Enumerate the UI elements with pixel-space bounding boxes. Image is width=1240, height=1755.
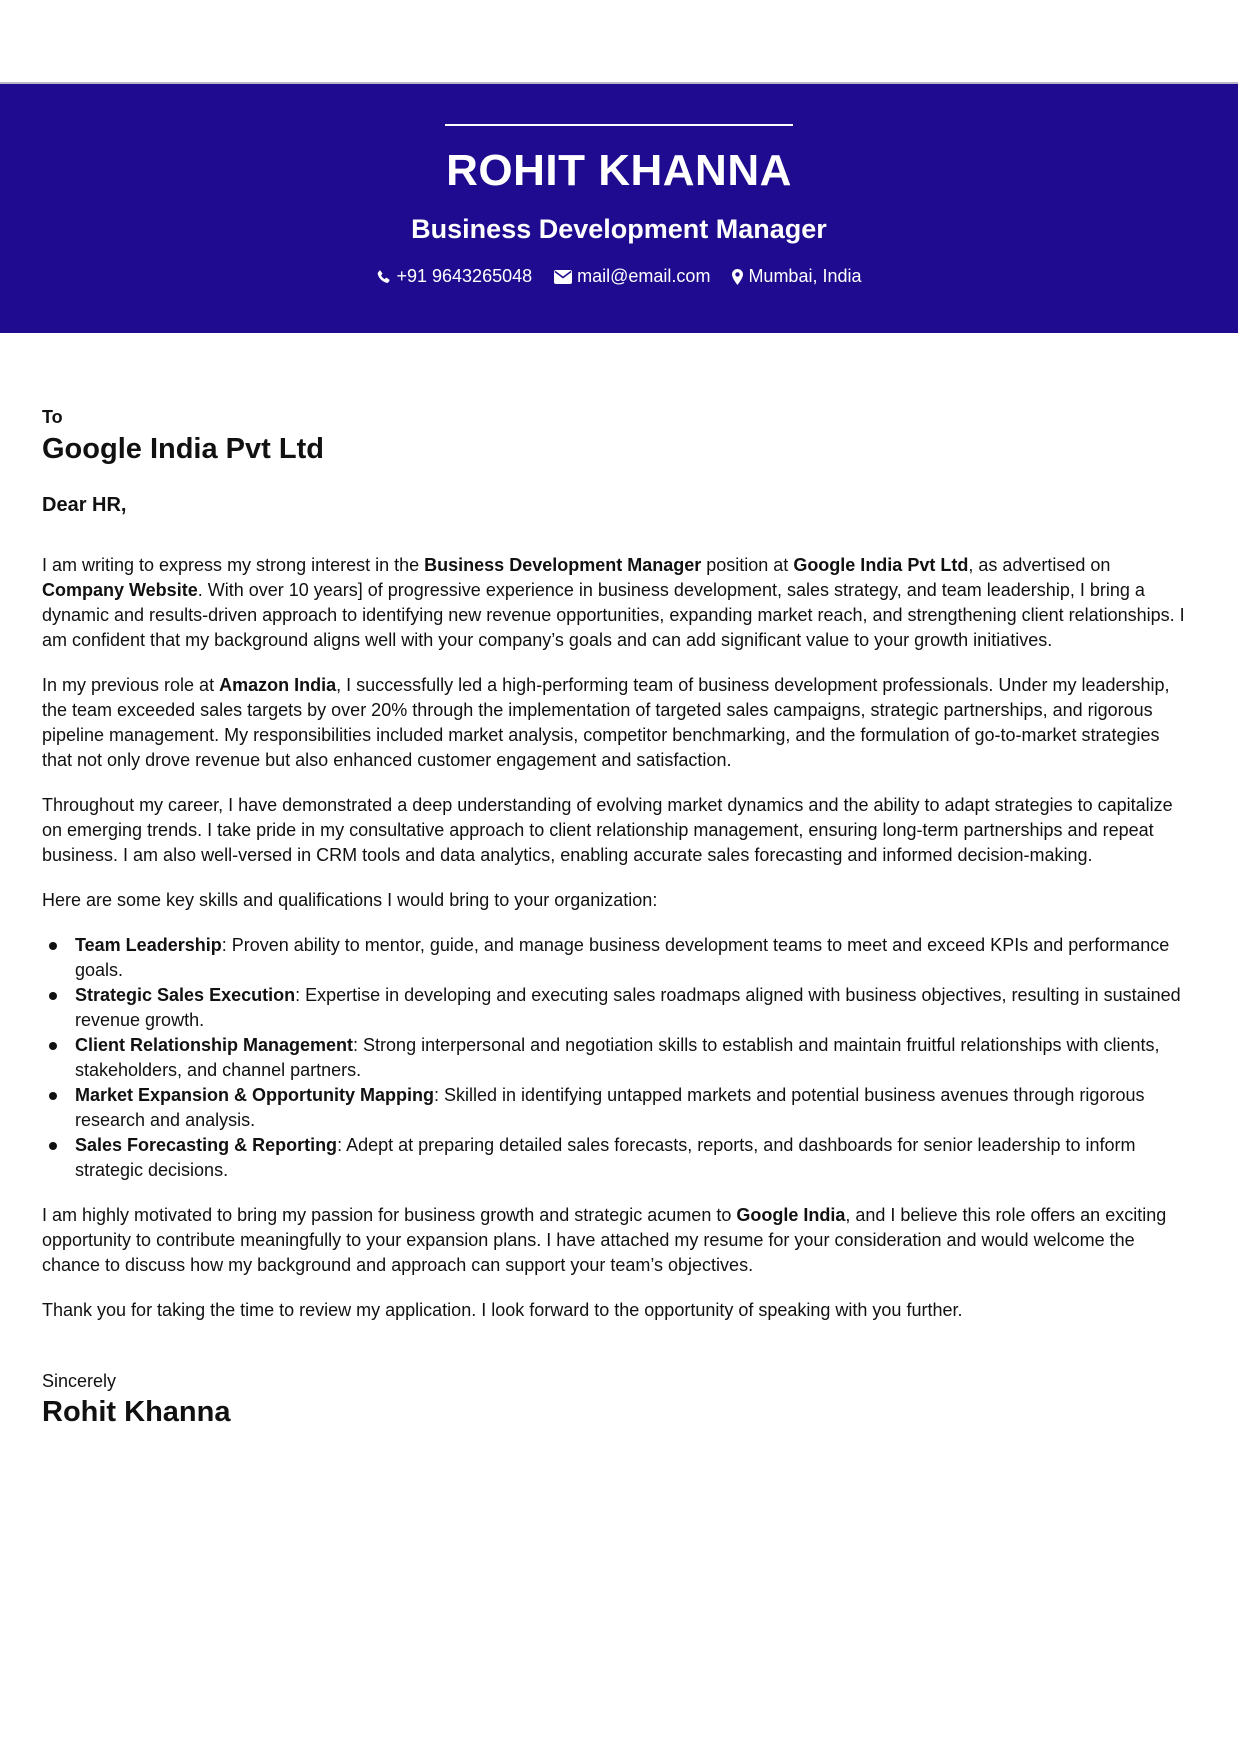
bold-run: Google India Pvt Ltd <box>793 555 969 575</box>
text-run: , I successfully led a high-performing team of business development professionals. Under my leadership, the team exceeded sales targets by over 20% through the implementation of targeted sales campaigns, strategic partnerships, and rigorous pipeline management. My responsibilities included market analysis, competitor benchmarking, and the formulation of go-to-market strategies that not only drove revenue but also enhanced customer engagement and satisfaction. <box>42 675 1170 770</box>
skill-label: Client Relationship Management <box>75 1035 354 1055</box>
paragraph-intro <box>42 553 1192 653</box>
recipient-company: Google India Pvt Ltd <box>42 433 324 465</box>
recipient-label: To <box>42 407 63 427</box>
closing: Sincerely <box>42 1371 117 1391</box>
text-run: . With over 10 years] of progressive experience in business development, sales strategy, and team leadership, I bring a dynamic and results-driven approach to identifying new revenue opportunities, expanding market reach, and strengthening client relationships. I am confident that my background aligns well with your company’s goals and can add significant value to your growth initiatives. <box>42 580 1185 650</box>
list-item <box>75 1083 1192 1133</box>
text-run: position at <box>701 555 794 575</box>
skill-label: Team Leadership <box>75 935 222 955</box>
header-banner <box>0 84 1238 333</box>
contact-location <box>732 266 861 287</box>
list-item <box>75 983 1192 1033</box>
bold-run: Business Development Manager <box>424 555 702 575</box>
list-item <box>75 1133 1192 1183</box>
salutation: Dear HR, <box>42 494 127 516</box>
text-run: I am highly motivated to bring my passion for business growth and strategic acumen to <box>42 1205 737 1225</box>
paragraph-skills-intro: Here are some key skills and qualifications I would bring to your organization: <box>42 890 658 910</box>
header-accent-line <box>445 124 793 126</box>
letter-body <box>42 405 1192 1430</box>
contact-phone <box>376 266 532 287</box>
text-run: , as advertised on <box>968 555 1111 575</box>
list-item <box>75 1033 1192 1083</box>
skill-label: Strategic Sales Execution <box>75 985 296 1005</box>
text-run: In my previous role at <box>42 675 220 695</box>
email-text: mail@email.com <box>577 266 711 286</box>
skill-label: Sales Forecasting & Reporting <box>75 1135 338 1155</box>
paragraph-career: Throughout my career, I have demonstrated a deep understanding of evolving market dynamics and the ability to adapt strategies to capitalize on emerging trends. I take pride in my consultative approach to client relationship management, ensuring long-term partnerships and repeat business. I am also well-versed in CRM tools and data analytics, enabling accurate sales forecasting and informed decision-making. <box>42 795 1173 865</box>
skill-label: Market Expansion & Opportunity Mapping <box>75 1085 435 1105</box>
paragraph-previous-role <box>42 673 1192 773</box>
location-text: Mumbai, India <box>748 266 862 286</box>
map-pin-icon <box>732 269 743 285</box>
skill-text: : Proven ability to mentor, guide, and manage business development teams to meet and exceed KPIs and performance goals. <box>75 935 1170 980</box>
paragraph-motivation <box>42 1203 1192 1278</box>
bold-run: Google India <box>736 1205 846 1225</box>
skill-text: : Strong interpersonal and negotiation skills to establish and maintain fruitful relationships with clients, stakeholders, and channel partners. <box>75 1035 1160 1080</box>
text-run: , and I believe this role offers an exciting opportunity to contribute meaningfully to your expansion plans. I have attached my resume for your consideration and would welcome the chance to discuss how my background and approach can support your team’s objectives. <box>42 1205 1167 1275</box>
contact-email <box>554 266 710 287</box>
bold-run: Company Website <box>42 580 198 600</box>
paragraph-thanks: Thank you for taking the time to review my application. I look forward to the opportunity of speaking with you further. <box>42 1300 963 1320</box>
skill-text: : Skilled in identifying untapped markets and potential business avenues through rigorous research and analysis. <box>75 1085 1145 1130</box>
contact-row <box>0 266 1238 287</box>
skill-text: : Adept at preparing detailed sales forecasts, reports, and dashboards for senior leadership to inform strategic decisions. <box>75 1135 1136 1180</box>
skill-text: : Expertise in developing and executing sales roadmaps aligned with business objectives, resulting in sustained revenue growth. <box>75 985 1181 1030</box>
phone-text: +91 9643265048 <box>396 266 533 286</box>
bold-run: Amazon India <box>219 675 337 695</box>
signature-name: Rohit Khanna <box>42 1396 231 1428</box>
skills-list <box>42 933 1192 1183</box>
list-item <box>75 933 1192 983</box>
applicant-name: ROHIT KHANNA <box>446 146 792 195</box>
text-run: I am writing to express my strong interest in the <box>42 555 425 575</box>
phone-icon <box>376 269 391 285</box>
applicant-title: Business Development Manager <box>411 214 827 244</box>
envelope-icon <box>554 270 572 284</box>
